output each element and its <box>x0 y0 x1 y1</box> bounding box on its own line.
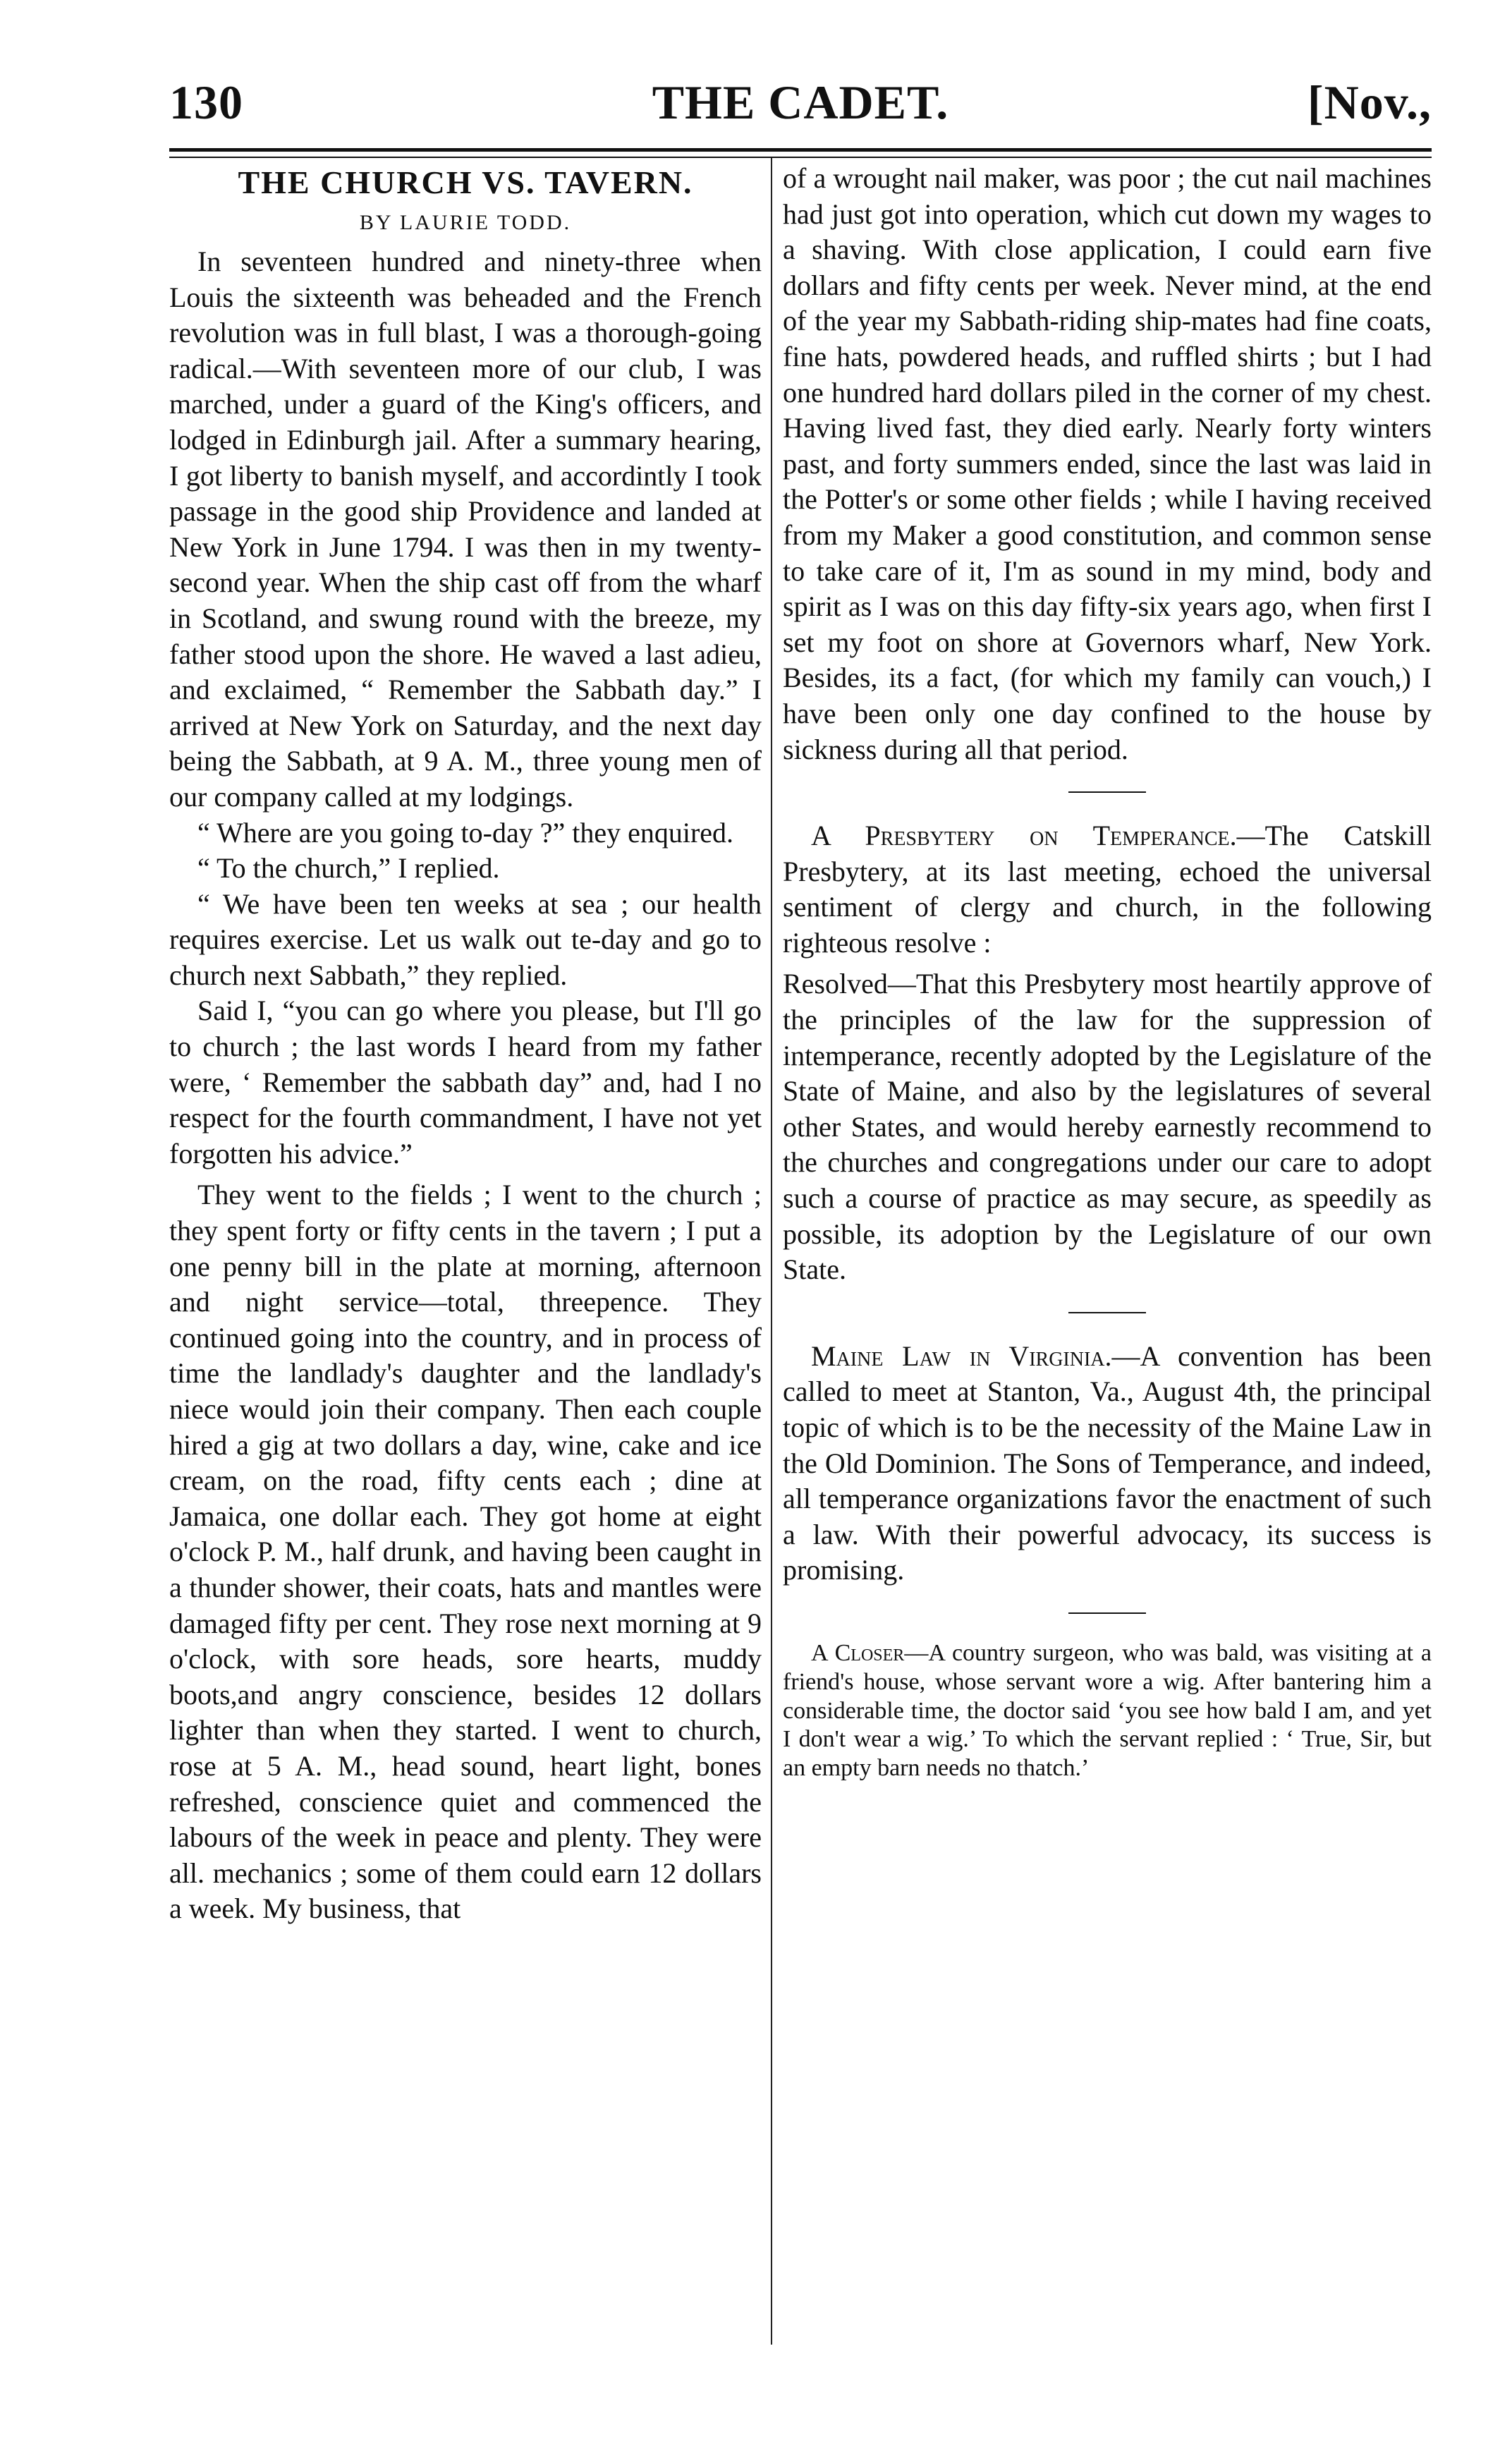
article-paragraph: In seventeen hundred and ninety-three when Louis the sixteenth was beheaded and the French revolution was in full blast, I was a thorough-going radical.—With seventeen more of our club, I was marched, under a guard of the King's officers, and lodged in Edinburgh jail. After a summary hearing, I got liberty to banish myself, and accordintly I took passage in the good ship Providence and landed at New York in June 1794. I was then in my twenty-second year. When the ship cast off from the wharf in Scotland, and swung round with the breeze, my father stood upon the shore. He waved a last adieu, and exclaimed, “ Remember the Sabbath day.” I arrived at New York on Saturday, and the next day being the Sabbath, at 9 A. M., three young men of our company called at my lodgings. <box>169 245 762 813</box>
article-paragraph: Said I, “you can go where you please, but I'll go to church ; the last words I heard from my father were, ‘ Remember the sabbath day” and, had I no respect for the fourth commandment, I have not yet forgotten his advice.” <box>169 995 762 1169</box>
closer-anecdote <box>783 1639 1432 1783</box>
article-paragraph: They went to the fields ; I went to the church ; they spent forty or fifty cents in the tavern ; I put a one penny bill in the plate at morning, afternoon and night service—total, threepence. They continued going into the country, and in process of time the landlady's daughter and the landlady's niece would join their company. Then each couple hired a gig at two dollars a day, wine, cake and ice cream, on the road, fifty cents each ; dine at Jamaica, one dollar each. They got home at eight o'clock P. M., half drunk, and having been caught in a thunder shower, their coats, hats and mantles were damaged fifty per cent. They rose next morning at 9 o'clock, with sore heads, sore hearts, muddy boots,and angry conscience, besides 12 dollars lighter than when they started. I went to church, rose at 5 A. M., head sound, heart light, bones refreshed, conscience quiet and commenced the labours of the week in peace and plenty. They were all. mechanics ; some of them could earn 12 dollars a week. My business, that <box>169 1179 762 1925</box>
notice-heading: A Closer <box>811 1639 905 1666</box>
section-separator <box>1068 1312 1146 1313</box>
right-column <box>783 161 1432 1783</box>
header-rule-thin <box>169 157 1432 158</box>
notice-body: —A country surgeon, who was bald, was visiting at a friend's house, whose servant wore a wig. After bantering him a considerable time, the doctor said ‘you see how bald I am, and yet I don't wear a wig.’ To which the servant replied : ‘ True, Sir, but an empty barn needs no thatch.’ <box>783 1639 1432 1782</box>
article-paragraph: “ To the church,” I replied. <box>197 852 500 885</box>
notice-heading: Maine Law in Virginia. <box>811 1339 1112 1372</box>
notice-body: —A convention has been called to meet at Stanton, Va., August 4th, the principal topic of which is to be the necessity of the Maine Law in the Old Dominion. The Sons of Temperance, and indeed, all temperance organizations favor the enactment of such a law. With their powerful advocacy, its success is promising. <box>783 1339 1432 1586</box>
article-continuation: of a wrought nail maker, was poor ; the cut nail machines had just got into operation, which cut down my wages to a shaving. With close application, I could earn five dollars and fifty cents per week. Never mind, at the end of the year my Sabbath-riding ship-mates had fine coats, fine hats, powdered heads, and ruffled shirts ; but I had one hundred hard dollars piled in the corner of my chest. Having lived fast, they died early. Nearly forty winters past, and forty summers ended, since the last was laid in the Potter's or some other fields ; while I having received from my Maker a good constitution, and common sense to take care of it, I'm as sound in my mind, body and spirit as I was on this day fifty-six years ago, when first I set my foot on shore at Governors wharf, New York. Besides, its a fact, (for which my family can vouch,) I have been only one day confined to the house by sickness during all that period. <box>783 162 1432 765</box>
left-column <box>169 161 762 1927</box>
section-separator <box>1068 1612 1146 1614</box>
notice-body: —The Catskill Presbytery, at its last meeting, echoed the universal sentiment of clergy and church, in the following righteous resolve : <box>783 820 1432 959</box>
publication-title: THE CADET. <box>652 75 949 129</box>
issue-month: [Nov., <box>1307 75 1432 129</box>
article-paragraph: “ We have been ten weeks at sea ; our health requires exercise. Let us walk out te-day and go to church next Sabbath,” they replied. <box>169 887 762 991</box>
resolution-text: Resolved—That this Presbytery most heartily approve of the principles of the law for the suppression of intemperance, recently adopted by the Legislature of the State of Maine, and also by the legislatures of several other States, and would hereby earnestly recommend to the churches and congregations under our care to adopt such a course of practice as may secure, as speedily as possible, its adoption by the Legislature of our own State. <box>783 968 1432 1286</box>
article-title: THE CHURCH VS. TAVERN. <box>238 164 693 200</box>
maine-law-notice <box>783 1339 1432 1588</box>
section-separator <box>1068 791 1146 793</box>
notice-heading: A Presbytery on Temperance. <box>811 820 1237 852</box>
article-byline: BY LAURIE TODD. <box>359 211 572 234</box>
page-number: 130 <box>169 75 243 129</box>
presbytery-notice <box>783 818 1432 1288</box>
article-paragraph: “ Where are you going to-day ?” they enquired. <box>197 816 734 849</box>
running-head <box>169 67 1432 145</box>
column-divider <box>771 158 772 2345</box>
header-rule <box>169 148 1432 152</box>
